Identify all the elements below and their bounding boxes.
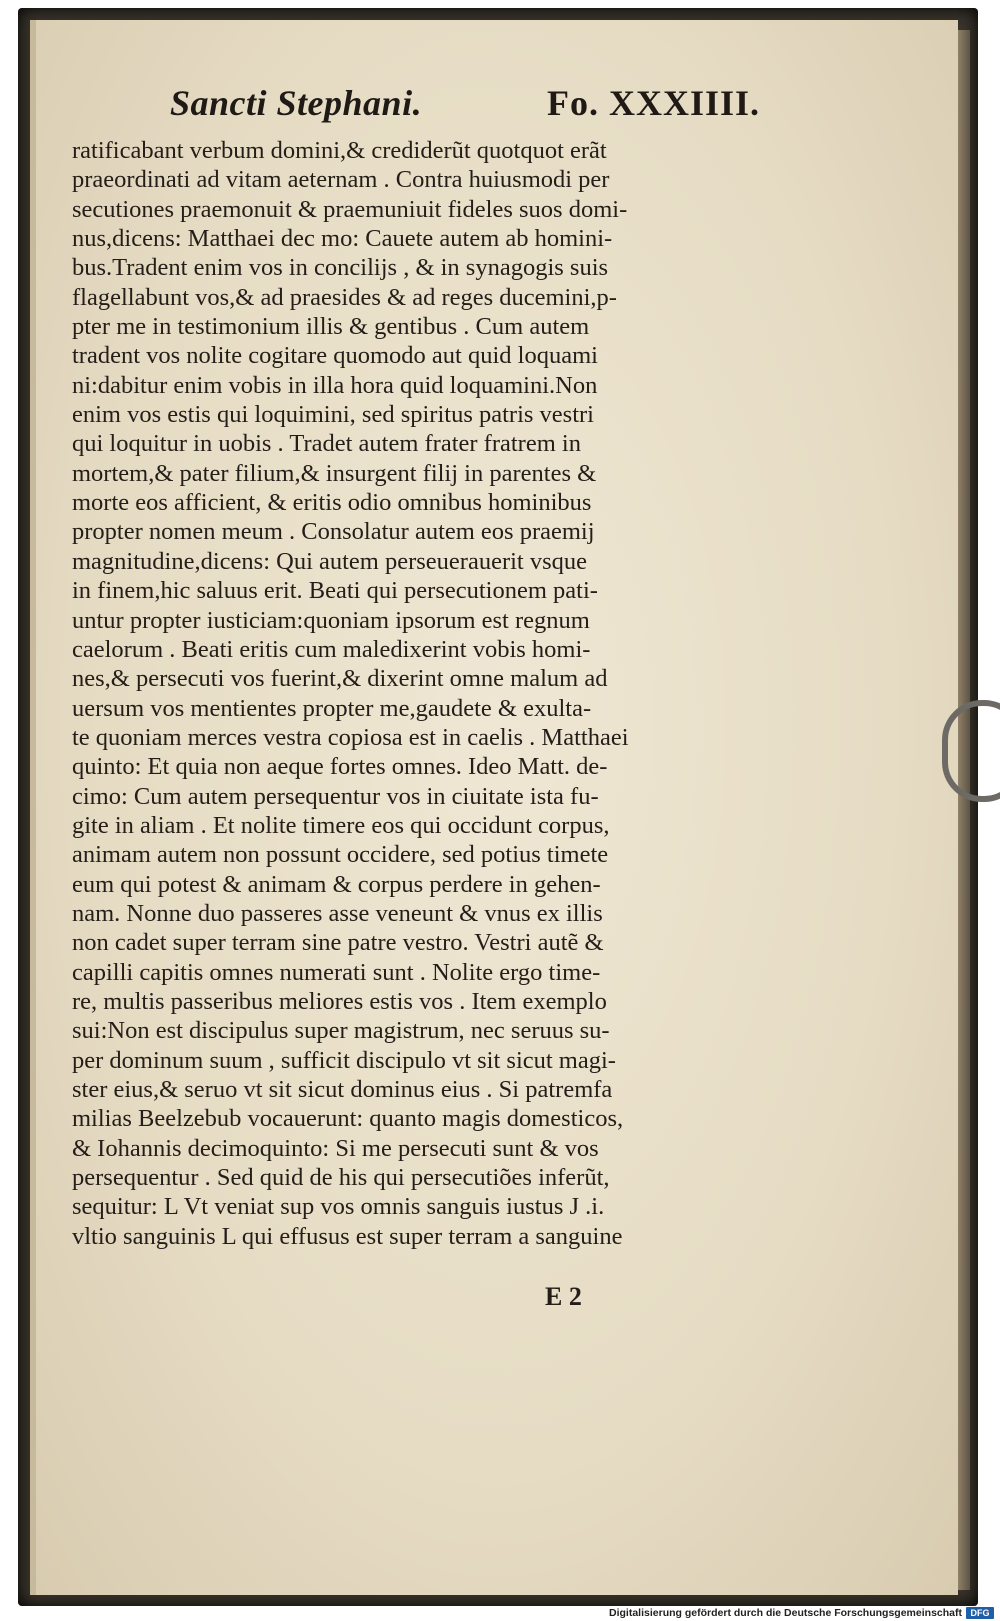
book-clasp	[942, 700, 1000, 802]
text-line: caelorum . Beati eritis cum maledixerint vobis homi-	[72, 635, 591, 663]
text-line: pter me in testimonium illis & gentibus . Cum autem	[72, 313, 590, 341]
text-line: bus.Tradent enim vos in concilijs , & in synagogis suis	[72, 254, 609, 282]
text-line: uersum vos mentientes propter me,gaudete & exulta-	[72, 694, 592, 722]
text-line: secutiones praemonuit & praemuniuit fideles suos domi-	[72, 195, 628, 223]
running-head-title: Sancti Stephani.	[170, 83, 423, 123]
text-line: gite in aliam . Et nolite timere eos qui occidunt corpus,	[72, 811, 610, 839]
text-line: vltio sanguinis L qui effusus est super terram a sanguine	[72, 1222, 623, 1250]
text-line: animam autem non possunt occidere, sed potius timete	[72, 841, 609, 869]
text-line: mortem,& pater filium,& insurgent filij in parentes &	[72, 459, 597, 487]
dfg-logo: DFG	[966, 1607, 994, 1619]
text-line: milias Beelzebub vocauerunt: quanto magis domesticos,	[72, 1105, 624, 1133]
text-line: propter nomen meum . Consolatur autem eos praemij	[72, 518, 595, 546]
text-line: tradent vos nolite cogitare quomodo aut quid loquami	[72, 342, 598, 370]
text-line: magnitudine,dicens: Qui autem perseuerauerit vsque	[72, 547, 588, 575]
digitization-credit: Digitalisierung gefördert durch die Deutsche Forschungsgemeinschaft	[609, 1607, 962, 1619]
text-line: sui:Non est discipulus super magistrum, nec seruus su-	[72, 1017, 610, 1045]
text-line: in finem,hic saluus erit. Beati qui persecutionem pati-	[72, 577, 598, 605]
text-line: te quoniam merces vestra copiosa est in caelis . Matthaei	[72, 723, 629, 751]
text-line: cimo: Cum autem persequentur vos in ciuitate ista fu-	[72, 782, 599, 810]
text-line: quinto: Et quia non aeque fortes omnes. Ideo Matt. de-	[72, 753, 608, 781]
text-line: nam. Nonne duo passeres asse veneunt & vnus ex illis	[72, 899, 603, 927]
text-line: flagellabunt vos,& ad praesides & ad reges ducemini,p-	[72, 283, 617, 311]
text-line: eum qui potest & animam & corpus perdere in gehen-	[72, 870, 601, 898]
text-line: sequitur: L Vt veniat sup vos omnis sanguis iustus J .i.	[72, 1193, 605, 1221]
text-line: persequentur . Sed quid de his qui persecutiões inferũt,	[72, 1164, 610, 1192]
text-line: praeordinati ad vitam aeternam . Contra huiusmodi per	[72, 166, 610, 194]
text-line: ster eius,& seruo vt sit sicut dominus eius . Si patremfa	[72, 1076, 613, 1103]
text-line: nus,dicens: Matthaei dec mo: Cauete autem ab homini-	[72, 225, 613, 253]
text-line: nes,& persecuti vos fuerint,& dixerint omne malum ad	[72, 665, 608, 693]
text-line: enim vos estis qui loquimini, sed spiritus patris vestri	[72, 401, 594, 429]
text-line: morte eos afficient, & eritis odio omnibus hominibus	[72, 489, 592, 517]
body-text	[72, 136, 772, 1251]
text-line: qui loquitur in uobis . Tradet autem frater fratrem in	[72, 430, 581, 458]
text-line: untur propter iusticiam:quoniam ipsorum est regnum	[72, 606, 590, 634]
running-head	[170, 82, 760, 134]
text-line: ni:dabitur enim vobis in illa hora quid loquamini.Non	[72, 371, 598, 399]
folio-number: Fo. XXXIIII.	[546, 83, 760, 123]
text-line: per dominum suum , sufficit discipulo vt sit sicut magi-	[72, 1046, 616, 1074]
text-line: capilli capitis omnes numerati sunt . Nolite ergo time-	[72, 958, 601, 986]
text-line: re, multis passeribus meliores estis vos . Item exemplo	[72, 987, 607, 1015]
text-line: & Iohannis decimoquinto: Si me persecuti sunt & vos	[72, 1134, 599, 1162]
text-line: non cadet super terram sine patre vestro. Vestri autẽ &	[72, 929, 604, 957]
text-line: ratificabant verbum domini,& crediderũt quotquot erãt	[72, 137, 607, 164]
signature-mark: E 2	[545, 1282, 582, 1311]
